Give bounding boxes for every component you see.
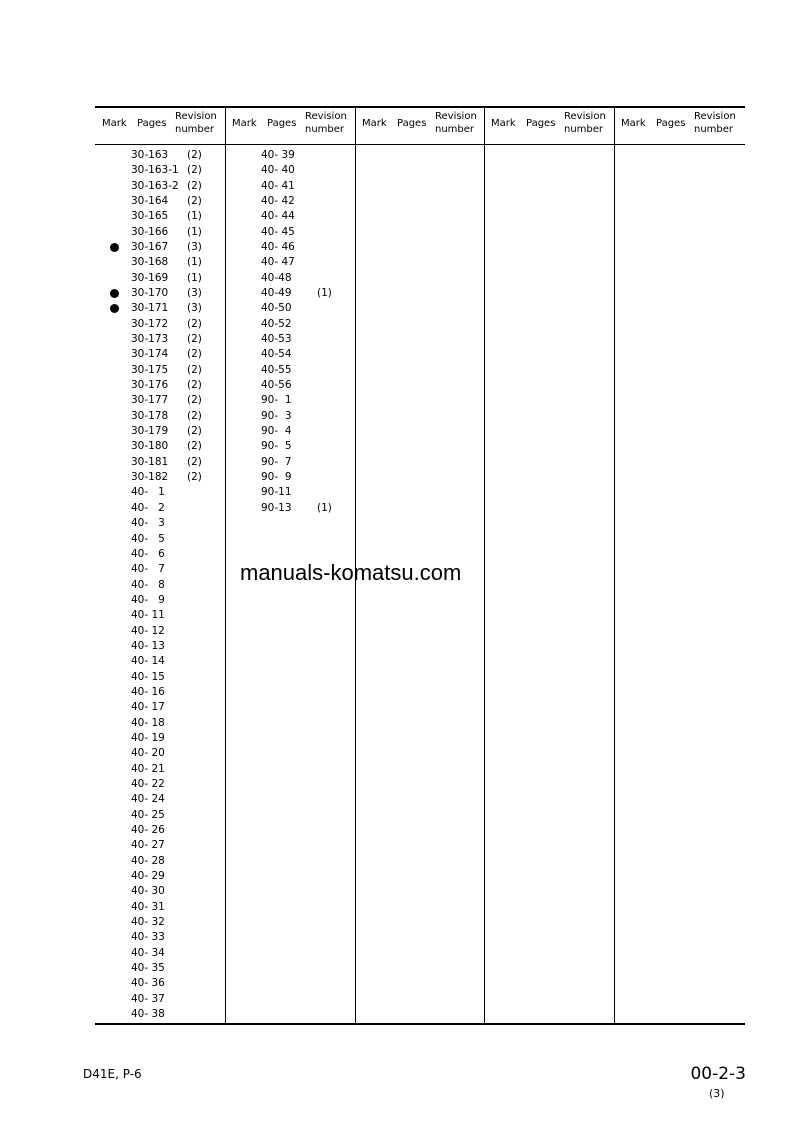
page-number: 90-13: [261, 501, 292, 514]
revision-number: (2): [187, 363, 202, 376]
revision-number: (1): [187, 256, 202, 269]
header-mark: Mark: [232, 118, 257, 129]
page-number: 40- 34: [131, 946, 165, 959]
watermark: manuals-komatsu.com: [240, 560, 462, 585]
page-number: 40- 24: [131, 793, 165, 806]
page-number: 30-177: [131, 394, 169, 407]
page-number: 40- 22: [131, 777, 165, 790]
revision-number: (2): [187, 471, 202, 484]
header-pages: Pages: [267, 118, 297, 129]
page-number: 30-172: [131, 317, 169, 330]
revision-number: (3): [187, 287, 202, 300]
page-number: 40- 29: [131, 869, 165, 882]
column-divider: [484, 106, 485, 1024]
page-number: 30-171: [131, 302, 169, 315]
page-number: 40- 14: [131, 655, 165, 668]
header-mark: Mark: [621, 118, 646, 129]
page-number: 30-180: [131, 440, 169, 453]
page-number: 90-11: [261, 486, 292, 499]
page-number: 30-173: [131, 333, 169, 346]
page-number: 30-174: [131, 348, 169, 361]
revision-number: (1): [317, 287, 332, 300]
revision-mark-dot: [110, 304, 119, 313]
page-number: 40-55: [261, 363, 292, 376]
page-number: 30-166: [131, 225, 169, 238]
header-number: number: [694, 124, 734, 135]
header-number: number: [175, 124, 215, 135]
page-number: 30-170: [131, 287, 169, 300]
page-number: 40- 21: [131, 762, 165, 775]
page-number: 40- 47: [261, 256, 295, 269]
header-revision: Revision: [694, 111, 736, 122]
revision-number: (2): [187, 409, 202, 422]
page-number: 40- 38: [131, 1008, 165, 1021]
page-number: 40- 7: [131, 563, 165, 576]
header-pages: Pages: [397, 118, 427, 129]
revision-number: (2): [187, 317, 202, 330]
page-number: 30-176: [131, 379, 169, 392]
page-number: 40- 28: [131, 854, 165, 867]
page-number: 40- 18: [131, 716, 165, 729]
page-number: 30-163-2: [131, 179, 179, 192]
page-number: 30-167: [131, 241, 169, 254]
revision-number: (2): [187, 348, 202, 361]
header-bottom-rule: [95, 144, 745, 145]
revision-number: (2): [187, 440, 202, 453]
page-number: 40- 12: [131, 624, 165, 637]
revision-number: (2): [187, 164, 202, 177]
page-number: 90- 5: [261, 440, 292, 453]
page-number: 40- 37: [131, 992, 165, 1005]
page-number: 40- 40: [261, 164, 295, 177]
page-number: 30-181: [131, 455, 169, 468]
header-number: number: [435, 124, 475, 135]
footer-revision: (3): [709, 1087, 725, 1100]
table-bottom-rule: [95, 1023, 745, 1025]
page-number: 40- 17: [131, 701, 165, 714]
revision-number: (1): [317, 501, 332, 514]
page-number: 40- 27: [131, 839, 165, 852]
page-number: 40- 42: [261, 195, 295, 208]
revision-number: (1): [187, 225, 202, 238]
page-number: 40- 25: [131, 808, 165, 821]
header-revision: Revision: [305, 111, 347, 122]
page-number: 40- 41: [261, 179, 295, 192]
page-number: 40- 11: [131, 609, 165, 622]
revision-number: (1): [187, 210, 202, 223]
page-number: 30-179: [131, 425, 169, 438]
revision-mark-dot: [110, 243, 119, 252]
revision-number: (3): [187, 241, 202, 254]
page-number: 40-49: [261, 287, 292, 300]
page-number: 40- 32: [131, 916, 165, 928]
page-number: 40-52: [261, 317, 292, 330]
page-number: 40- 3: [131, 517, 165, 530]
page-number: 40- 5: [131, 532, 165, 545]
page-number: 40- 15: [131, 670, 165, 683]
page-number: 30-163: [131, 149, 169, 161]
page-number: 30-169: [131, 271, 169, 284]
header-mark: Mark: [362, 118, 387, 129]
page-number: 40- 36: [131, 977, 165, 990]
page-number: 40- 33: [131, 931, 165, 944]
header-pages: Pages: [526, 118, 556, 129]
page-number: 40- 26: [131, 823, 165, 836]
column-divider: [225, 106, 226, 1024]
page-number: 90- 1: [261, 394, 292, 407]
page-number: 30-168: [131, 256, 169, 269]
table-top-rule: [95, 106, 745, 108]
column-divider: [614, 106, 615, 1024]
footer-model: D41E, P-6: [83, 1067, 142, 1081]
page-number: 40- 46: [261, 241, 295, 254]
page-number: 40- 45: [261, 225, 295, 238]
page-number: 40- 8: [131, 578, 165, 591]
header-revision: Revision: [435, 111, 477, 122]
page-number: 90- 4: [261, 425, 292, 438]
revision-number: (2): [187, 425, 202, 438]
page-number: 40- 16: [131, 685, 165, 698]
page-number: 90- 7: [261, 455, 292, 468]
page-number: 40- 31: [131, 900, 165, 913]
header-number: number: [564, 124, 604, 135]
page-number: 30-182: [131, 471, 169, 484]
header-pages: Pages: [656, 118, 686, 129]
revision-number: (2): [187, 149, 202, 161]
header-mark: Mark: [102, 118, 127, 129]
revision-number: (2): [187, 455, 202, 468]
page-number: 30-163-1: [131, 164, 179, 177]
revision-mark-dot: [110, 289, 119, 298]
revision-number: (2): [187, 333, 202, 346]
header-number: number: [305, 124, 345, 135]
revision-number: (2): [187, 379, 202, 392]
revision-number: (2): [187, 179, 202, 192]
header-pages: Pages: [137, 118, 167, 129]
page-number: 40-48: [261, 271, 292, 284]
header-revision: Revision: [564, 111, 606, 122]
page-number: 40-54: [261, 348, 292, 361]
header-revision: Revision: [175, 111, 217, 122]
page-number: 30-165: [131, 210, 169, 223]
page-number: 40- 19: [131, 731, 165, 744]
page-number: 40- 35: [131, 962, 165, 975]
footer-page-number: 00-2-3: [690, 1064, 746, 1084]
page-number: 40- 30: [131, 885, 165, 898]
page-number: 40-50: [261, 302, 292, 315]
page-number: 90- 9: [261, 471, 292, 484]
page-number: 30-178: [131, 409, 169, 422]
revision-number: (2): [187, 195, 202, 208]
revision-number: (1): [187, 271, 202, 284]
page-number: 40-56: [261, 379, 292, 392]
page-number: 40- 1: [131, 486, 165, 499]
page-number: 40- 9: [131, 593, 165, 606]
revision-number: (3): [187, 302, 202, 315]
page-number: 40- 2: [131, 501, 165, 514]
page-number: 30-164: [131, 195, 169, 208]
page-number: 30-175: [131, 363, 169, 376]
revision-number: (2): [187, 394, 202, 407]
page-number: 40- 39: [261, 149, 295, 161]
page-number: 40- 20: [131, 747, 165, 760]
page-number: 40-53: [261, 333, 292, 346]
page-number: 90- 3: [261, 409, 292, 422]
page-number: 40- 6: [131, 547, 165, 560]
page-number: 40- 44: [261, 210, 295, 223]
page-number: 40- 13: [131, 639, 165, 652]
header-mark: Mark: [491, 118, 516, 129]
